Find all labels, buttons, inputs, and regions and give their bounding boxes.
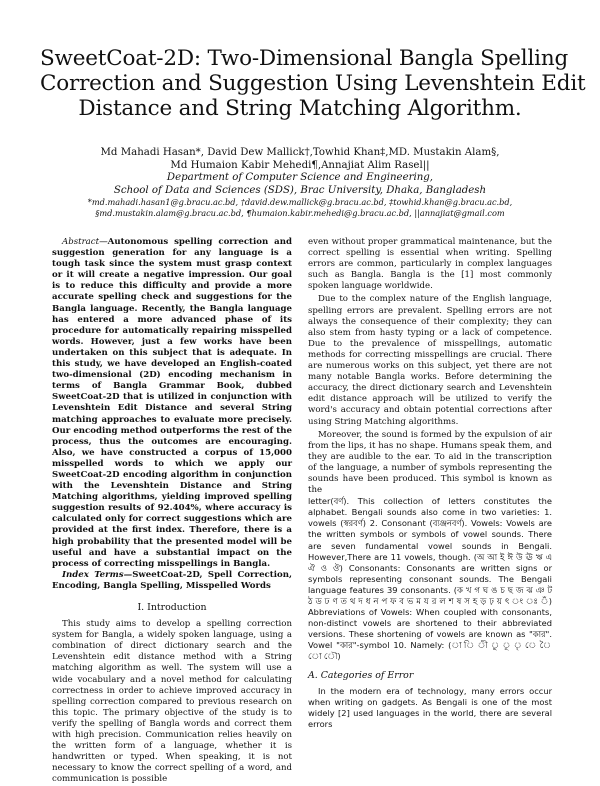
author-names-1: Md Mahadi Hasan*, David Dew Mallick†,Towhid Khan‡,MD. Mustakin Alam§, (100, 147, 500, 158)
author-block (40, 147, 560, 219)
section-heading-introduction: I. Introduction (137, 602, 207, 613)
index-terms-lead: Index Terms— (62, 569, 133, 580)
title-line-3: Distance and String Matching Algorithm. (78, 96, 522, 121)
index-terms-text: SweetCoat-2D, Spell Correction, Encoding, Bangla Spelling, Misspelled Words (52, 569, 292, 591)
abstract-text: Autonomous spelling correction and suggestion generation for any language is a tough task since the system must grasp context or it will create a negative impression. Our goal is to reduce this difficulty and provide a more accurate spelling check and suggestions for the Bangla language. Recently, the Bangla language has entered a more advanced phase of its procedure for automatically repairing misspelled words. However, just a few works have been undertaken on this subject that is adequate. In this study, we have developed an English-coated two-dimensional (2D) encoding mechanism in terms of Bangla Grammar Book, dubbed SweetCoat-2D that is utilized in conjunction with Levenshtein Edit Distance and several String matching approaches to evaluate more precisely. Our encoding method outperforms the rest of the process, thus the outcomes are encouraging. Also, we have constructed a corpus of 15,000 misspelled words to which we apply our SweetCoat-2D encoding algorithm in conjunction with the Levenshtein Distance and String Matching algorithms, yielding improved spelling suggestion results of 92.404%, where accuracy is calculated only for correct suggestions which are provided at the first index. Therefore, there is a high probability that the presented model will be useful and have a substantial impact on the process of correcting misspellings in Bangla. (52, 237, 292, 569)
right-paragraph-1: even without proper grammatical maintenance, but the correct spelling is essential when writing. Spelling errors are common, particularly in complex languages such as Bangla. Bangla is the [1] most commonly spoken language worldwide. (308, 237, 552, 292)
intro-paragraph: This study aims to develop a spelling correction system for Bangla, a widely spoken language, using a combination of direct dictionary search and the Levenshtein edit distance method with a String matching algorithm as well. The system will use a wide vocabulary and a novel method for calculating correctness in order to achieve improved accuracy in spelling correction compared to previous research on this topic. The primary objective of the study is to verify the spelling of Bangla words and correct them with high precision. Communication relies heavily on the written form of a language, whether it is handwritten or typed. When speaking, it is not necessary to know the correct spelling of a word, and communication is possible (52, 619, 292, 785)
right-column (308, 237, 552, 730)
author-names-2: Md Humaion Kabir Mehedi¶,Annajiat Alim Rasel|| (170, 159, 430, 171)
index-terms (52, 570, 292, 592)
right-paragraph-3: Moreover, the sound is formed by the expulsion of air from the lips, it has no shape. Humans speak them, and they are audible to the ear. To aid in the transcription of the language, a number of symbols representing the sounds have been produced. This symbol is known as the (308, 429, 552, 496)
paper-title (40, 46, 586, 121)
abstract-lead: Abstract— (62, 237, 108, 247)
left-column (52, 237, 292, 786)
bangla-letters-paragraph: letter(বর্ণ). This collection of letters constitutes the alphabet. Bengali sounds also come in two varieties: 1. vowels (স্বরবর্ণ) 2. Consonant (ব্যঞ্জনবর্ণ). Vowels: Vowels are the written symbols or symbols of vowel sounds. There are seven fundamental vowel sounds in Bengali. However,There are 11 vowels, though. (অ আ ই ঈ উ ঊ ঋ এ ঐ ও ঔ) Consonants: Consonants are written signs or symbols representing consonant sounds. The Bengali language features 39 consonants. (ক খ গ ঘ ঙ চ ছ জ ঝ ঞ ট ঠ ড ঢ ণ ত থ দ ধ ন প ফ ব ভ ম য র ল শ ষ স হ ড় ঢ় য় ৎ ং ঃ ঁ) Abbreviations of Vowels: When coupled with consonants, non-distinct vowels are shortened to their abbreviated versions. These shortening of vowels are known as "কার". Vowel "কার"-symbol 10. Namely: (া ি ী ু ূ ৃ ে ৈ ো ৌ) (308, 496, 552, 662)
title-line-1: SweetCoat-2D: Two-Dimensional Bangla Spelling (40, 46, 569, 71)
school: School of Data and Sciences (SDS), Brac University, Dhaka, Bangladesh (113, 184, 487, 196)
abstract (52, 237, 292, 570)
author-emails-1: *md.mahadi.hasan1@g.bracu.ac.bd, †david.dew.mallick@g.bracu.ac.bd, ‡towhid.khan@g.bracu.ac.bd, (87, 197, 513, 208)
department: Department of Computer Science and Engineering, (166, 172, 434, 184)
subsection-heading-categories: A. Categories of Error (308, 669, 414, 681)
title-line-2: Correction and Suggestion Using Levenshtein Edit (40, 71, 586, 96)
right-paragraph-2: Due to the complex nature of the English language, spelling errors are prevalent. Spelling errors are not always the consequence of their complexity; they can also stem from hasty typing or a lack of competence. Due to the prevalence of misspellings, automatic methods for correcting misspellings are crucial. There are numerous works on this subject, yet there are not many notable Bangla works. Before determining the accuracy, the direct dictionary search and Levenshtein edit distance approach will be utilized to verify the word's accuracy and obtain potential corrections after using String Matching algorithms. (308, 294, 552, 427)
author-emails-2: §md.mustakin.alam@g.bracu.ac.bd, ¶humaion.kabir.mehedi@g.bracu.ac.bd, ||annajiat@gmail.com (95, 208, 505, 219)
right-paragraph-4: In the modern era of technology, many errors occur when writing on gadgets. As Bengali is one of the most widely [2] used languages in the world, there are several errors (308, 685, 552, 729)
